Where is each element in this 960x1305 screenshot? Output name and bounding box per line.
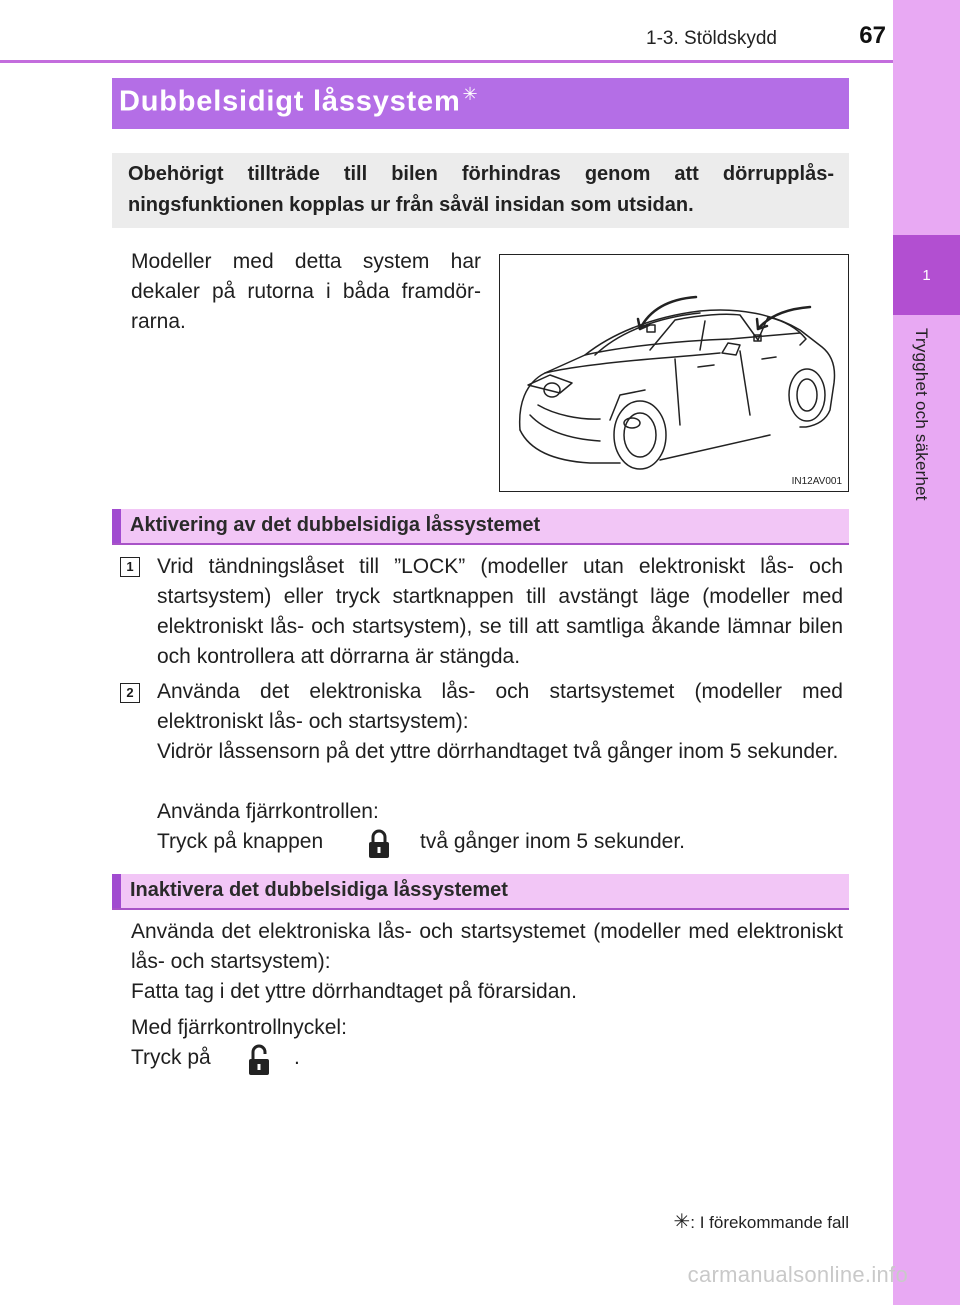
step-2-sensor-text: Vidrör låssensorn på det yttre dörrhandtaget två gånger inom 5 sekunder. — [157, 740, 839, 763]
deactivate-remote-label: Med fjärrkontrollnyckel: — [131, 1016, 347, 1039]
title-asterisk-mark: ✳ — [462, 84, 479, 104]
heading-accent — [112, 509, 121, 543]
footnote-asterisk-mark: ✳ — [673, 1211, 691, 1233]
step-1-text: Vrid tändningslåset till ”LOCK” (modeller utan elektroniskt lås- och startsystem) eller tryck startknappen till avstängt läge (modeller med elektroniskt lås- och startsystem), se till att samtliga åkande lämnar bilen och kontrollera att dörrarna är stängda. — [157, 555, 843, 668]
footnote — [673, 1209, 849, 1234]
lock-icon — [366, 828, 392, 860]
deactivate-section-heading — [112, 874, 849, 910]
step-2-text: Använda det elektroniska lås- och startsystemet (modeller med elektroniskt lås- och startsystem): — [157, 680, 843, 733]
step-number-2: 2 — [120, 683, 140, 703]
unlock-icon — [246, 1043, 272, 1077]
page-title-text: Dubbelsidigt låssystem — [119, 85, 461, 118]
chapter-title: Trygghet och säkerhet — [912, 328, 931, 501]
step-2-press-text: Tryck på knappen — [157, 830, 324, 853]
figure-code: IN12AV001 — [791, 476, 842, 487]
step-number-1: 1 — [120, 557, 140, 577]
activate-heading-text: Aktivering av det dubbelsidiga låssystemet — [130, 514, 541, 536]
heading-accent — [112, 874, 121, 908]
header-rule — [0, 60, 893, 63]
step-2-remote-label: Använda fjärrkontrollen: — [157, 800, 379, 823]
deactivate-heading-text: Inaktivera det dubbelsidiga låssystemet — [130, 879, 508, 901]
step-2-press-suffix: två gånger inom 5 sekunder. — [420, 830, 686, 853]
activate-section-heading — [112, 509, 849, 545]
intro-text: Obehörigt tillträde till bilen förhindras genom att dörrupplåsningsfunktionen kopplas ur från såväl insidan som utsidan. — [128, 163, 834, 216]
deactivate-press-text: Tryck på — [131, 1046, 211, 1069]
deactivate-press-suffix: . — [294, 1046, 300, 1069]
intro-box — [112, 153, 849, 228]
car-illustration-icon — [500, 255, 848, 491]
car-figure — [499, 254, 849, 492]
deactivate-electronic-text: Använda det elektroniska lås- och startsystemet (modeller med elektroniskt lås- och startsystem): — [131, 920, 843, 973]
chapter-side-strip — [893, 0, 960, 1305]
deactivate-handle-text: Fatta tag i det yttre dörrhandtaget på förarsidan. — [131, 980, 577, 1003]
watermark: carmanualsonline.info — [687, 1262, 908, 1287]
page-title-bar — [112, 78, 849, 129]
page-title — [119, 84, 478, 119]
chapter-number-tab: 1 — [893, 235, 960, 315]
page-number: 67 — [859, 22, 886, 49]
footnote-text: : I förekommande fall — [690, 1213, 849, 1232]
section-reference: 1-3. Stöldskydd — [646, 28, 777, 49]
models-text: Modeller med detta system har dekaler på rutorna i båda framdörrarna. — [131, 250, 481, 333]
